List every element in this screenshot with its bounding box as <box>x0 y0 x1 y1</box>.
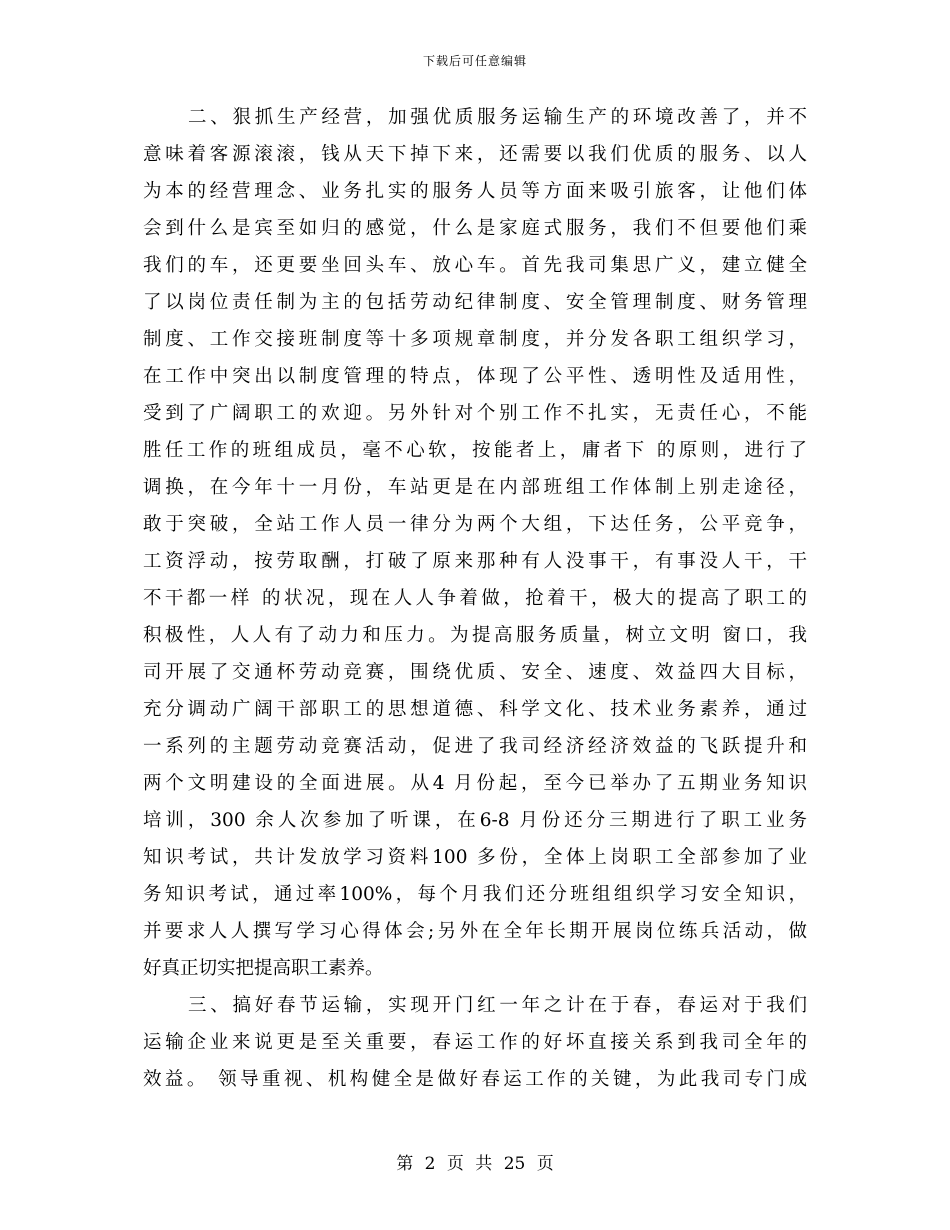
paragraph-line: 一系列的主题劳动竞赛活动，促进了我司经济经济效益的飞跃提升和 <box>143 736 807 757</box>
paragraph-line: 培训，300 余人次参加了听课，在6-8 月份还分三期进行了职工业务 <box>143 810 807 831</box>
page-header: 下载后可任意编辑 <box>422 54 527 68</box>
paragraph-line: 会到什么是宾至如归的感觉，什么是家庭式服务，我们不但要他们乘 <box>143 218 807 239</box>
paragraph-line: 为本的经营理念、业务扎实的服务人员等方面来吸引旅客，让他们体 <box>143 181 807 202</box>
page-footer: 第 2 页 共 25 页 <box>396 1154 554 1174</box>
paragraph-line: 充分调动广阔干部职工的思想道德、科学文化、技术业务素养，通过 <box>143 699 807 720</box>
paragraph-line: 效益。 领导重视、机构健全是做好春运工作的关键，为此我司专门成 <box>143 1069 807 1090</box>
paragraph-line: 不干都一样 的状况，现在人人争着做，抢着干，极大的提高了职工的 <box>143 588 807 609</box>
paragraph-line: 二、狠抓生产经营，加强优质服务运输生产的环境改善了，并不 <box>188 107 807 128</box>
paragraph-line: 在工作中突出以制度管理的特点，体现了公平性、透明性及适用性， <box>143 366 807 387</box>
paragraph-line: 工资浮动，按劳取酬，打破了原来那种有人没事干，有事没人干，干 <box>143 551 807 572</box>
paragraph-line: 调换，在今年十一月份，车站更是在内部班组工作体制上别走途径， <box>143 477 807 498</box>
document-body <box>143 99 807 1098</box>
paragraph-line: 司开展了交通杯劳动竞赛，围绕优质、安全、速度、效益四大目标， <box>143 662 807 683</box>
paragraph-line: 积极性，人人有了动力和压力。为提高服务质量，树立文明 窗口，我 <box>143 625 807 646</box>
paragraph-line: 敢于突破，全站工作人员一律分为两个大组，下达任务，公平竞争， <box>143 514 807 535</box>
paragraph-line: 好真正切实把提高职工素养。 <box>143 958 384 979</box>
paragraph-line: 受到了广阔职工的欢迎。另外针对个别工作不扎实，无责任心，不能 <box>143 403 807 424</box>
paragraph-line: 并要求人人撰写学习心得体会;另外在全年长期开展岗位练兵活动，做 <box>143 921 807 942</box>
paragraph-line: 意味着客源滚滚，钱从天下掉下来，还需要以我们优质的服务、以人 <box>143 144 807 165</box>
paragraph-line: 我们的车，还更要坐回头车、放心车。首先我司集思广义，建立健全 <box>143 255 807 276</box>
paragraph-line: 两个文明建设的全面进展。从4 月份起，至今已举办了五期业务知识 <box>143 773 807 794</box>
paragraph-line: 制度、工作交接班制度等十多项规章制度，并分发各职工组织学习， <box>143 329 807 350</box>
paragraph-line: 知识考试，共计发放学习资料100 多份，全体上岗职工全部参加了业 <box>143 847 807 868</box>
paragraph-line: 务知识考试，通过率100%，每个月我们还分班组组织学习安全知识， <box>143 884 807 905</box>
paragraph-line: 运输企业来说更是至关重要，春运工作的好坏直接关系到我司全年的 <box>143 1032 807 1053</box>
paragraph-line: 三、搞好春节运输，实现开门红一年之计在于春，春运对于我们 <box>188 995 807 1016</box>
paragraph-line: 胜任工作的班组成员，毫不心软，按能者上，庸者下 的原则，进行了 <box>143 440 807 461</box>
paragraph-line: 了以岗位责任制为主的包括劳动纪律制度、安全管理制度、财务管理 <box>143 292 807 313</box>
